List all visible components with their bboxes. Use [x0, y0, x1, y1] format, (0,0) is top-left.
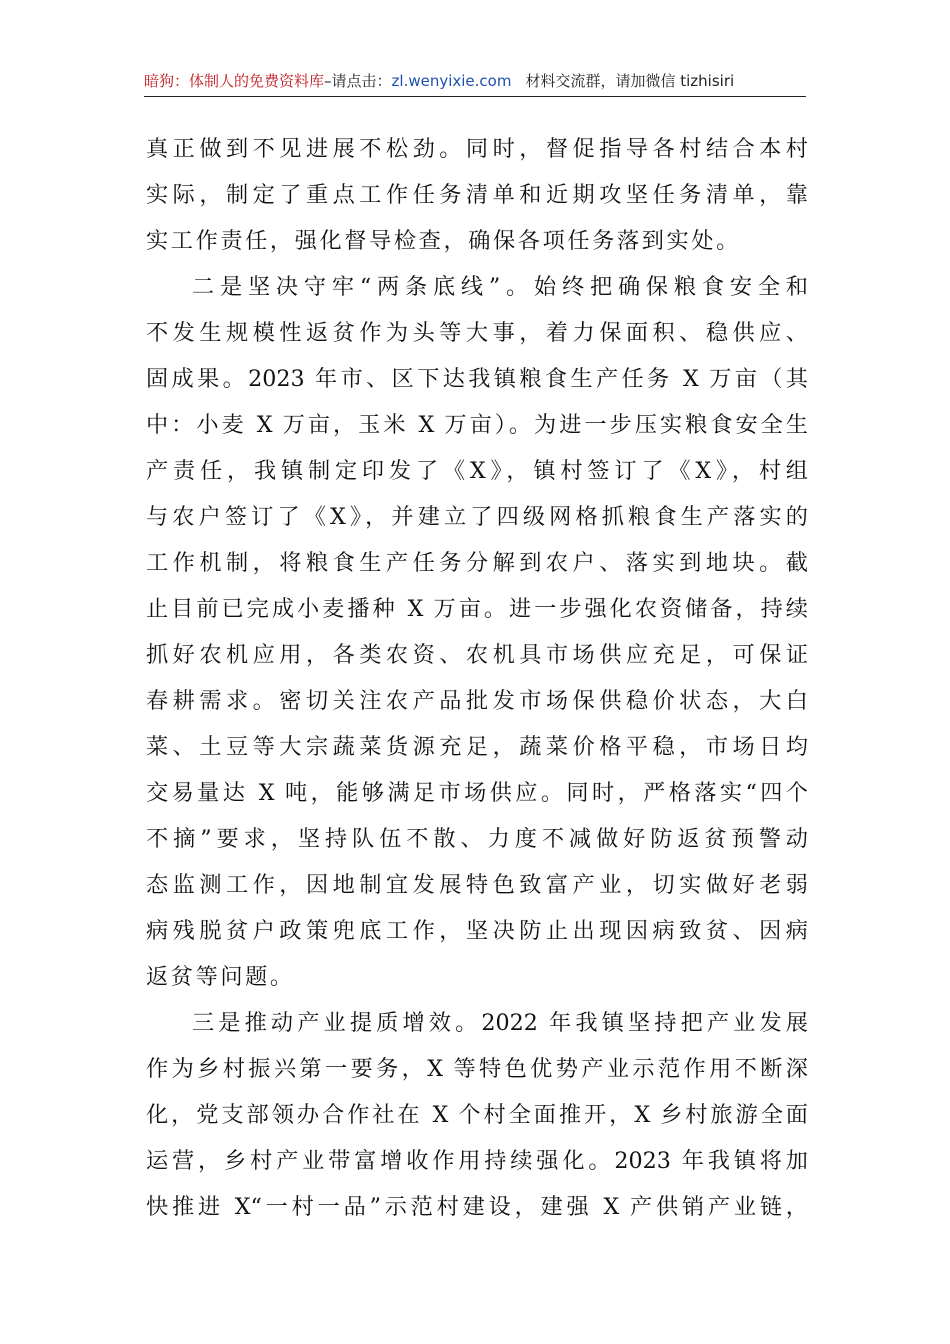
text-line: 态监测工作，因地制宜发展特色致富产业，切实做好老弱: [146, 872, 808, 898]
text-line: 病残脱贫户政策兜底工作，坚决防止出现因病致贫、因病: [146, 918, 808, 944]
text-line: 春耕需求。密切关注农产品批发市场保供稳价状态，大白: [146, 688, 808, 714]
text-line: 快推进 X“一村一品”示范村建设，建强 X 产供销产业链，: [146, 1194, 808, 1220]
text-line: 产责任，我镇制定印发了《X》，镇村签订了《X》，村组: [146, 458, 808, 484]
header-link[interactable]: zl.wenyixie.com: [391, 72, 512, 90]
text-line: 止目前已完成小麦播种 X 万亩。进一步强化农资储备，持续: [146, 596, 808, 622]
header-brand: 暗狗：体制人的免费资料库: [144, 72, 325, 90]
header-wechat-note: 材料交流群，请加微信 tizhisiri: [525, 72, 735, 90]
text-line: 二是坚决守牢“两条底线”。始终把确保粮食安全和: [192, 274, 808, 300]
text-line: 与农户签订了《X》，并建立了四级网格抓粮食生产落实的: [146, 504, 808, 530]
text-line: 固成果。2023 年市、区下达我镇粮食生产任务 X 万亩（其: [146, 366, 808, 392]
text-line: 不摘”要求，坚持队伍不散、力度不减做好防返贫预警动: [146, 826, 808, 852]
text-line: 返贫等问题。: [146, 964, 295, 990]
text-line: 实工作责任，强化督导检查，确保各项任务落到实处。: [146, 228, 741, 254]
text-line: 工作机制，将粮食生产任务分解到农户、落实到地块。截: [146, 550, 808, 576]
text-line: 中：小麦 X 万亩，玉米 X 万亩）。为进一步压实粮食安全生: [146, 412, 808, 438]
header-link-label: –请点击：: [324, 72, 392, 90]
text-line: 化，党支部领办合作社在 X 个村全面推开，X 乡村旅游全面: [146, 1102, 808, 1128]
text-line: 作为乡村振兴第一要务，X 等特色优势产业示范作用不断深: [146, 1056, 808, 1082]
text-line: 真正做到不见进展不松劲。同时，督促指导各村结合本村: [146, 136, 808, 162]
page-header: [144, 66, 806, 97]
text-line: 三是推动产业提质增效。2022 年我镇坚持把产业发展: [192, 1010, 808, 1036]
text-line: 不发生规模性返贫作为头等大事，着力保面积、稳供应、: [146, 320, 808, 346]
document-body: [146, 126, 808, 1230]
text-line: 实际，制定了重点工作任务清单和近期攻坚任务清单，靠: [146, 182, 808, 208]
text-line: 交易量达 X 吨，能够满足市场供应。同时，严格落实“四个: [146, 780, 808, 806]
text-line: 抓好农机应用，各类农资、农机具市场供应充足，可保证: [146, 642, 808, 668]
text-line: 运营，乡村产业带富增收作用持续强化。2023 年我镇将加: [146, 1148, 808, 1174]
text-line: 菜、土豆等大宗蔬菜货源充足，蔬菜价格平稳，市场日均: [146, 734, 808, 760]
